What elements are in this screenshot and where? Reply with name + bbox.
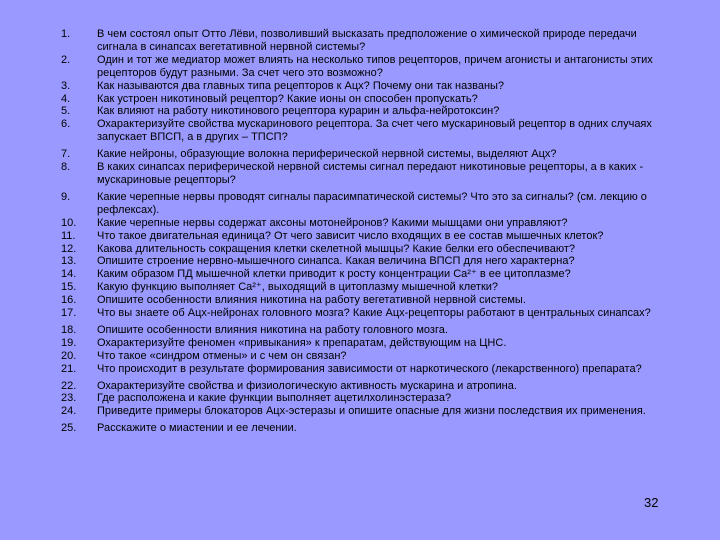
question-text: Как влияют на работу никотинового рецептора курарин и альфа-нейротоксин? (97, 105, 500, 118)
question-text: Охарактеризуйте свойства и физиологическую активность мускарина и атропина. (97, 379, 517, 392)
question-number: 21. (61, 362, 77, 375)
question-number: 4. (61, 92, 71, 105)
question-text: Какие черепные нервы содержат аксоны мотонейронов? Какими мышцами они управляют? (97, 216, 568, 229)
question-number: 15. (61, 281, 77, 294)
question-item (61, 337, 661, 350)
question-text: Какова длительность сокращения клетки скелетной мышцы? Какие белки его обеспечивают? (97, 242, 576, 255)
question-item (61, 307, 661, 320)
question-number: 20. (61, 349, 77, 362)
question-item (61, 80, 661, 93)
question-number: 23. (61, 392, 77, 405)
question-number: 11. (61, 229, 76, 242)
question-number: 10. (61, 216, 77, 229)
question-number: 3. (61, 79, 71, 92)
question-text: Какие нейроны, образующие волокна периферической нервной системы, выделяют Ацх? (97, 148, 557, 161)
question-text: Что происходит в результате формирования зависимости от наркотического (лекарственного) препарата? (97, 362, 642, 375)
question-number: 17. (61, 307, 77, 320)
question-item (61, 392, 661, 405)
question-text: Охарактеризуйте феномен «привыкания» к препаратам, действующим на ЦНС. (97, 336, 507, 349)
question-text: Один и тот же медиатор может влиять на несколько типов рецепторов, причем агонисты и антагонисты этих рецепторов будут разными. За счет чего это возможно? (97, 53, 653, 79)
question-text: Опишите особенности влияния никотина на работу головного мозга. (97, 323, 448, 336)
question-number: 19. (61, 336, 77, 349)
question-number: 6. (61, 118, 71, 131)
question-item (61, 217, 661, 230)
question-text: Опишите особенности влияния никотина на работу вегетативной нервной системы. (97, 294, 526, 307)
question-item (61, 324, 661, 337)
question-item (61, 148, 661, 161)
question-item (61, 243, 661, 256)
question-text: Что такое двигательная единица? От чего зависит число входящих в ее состав мышечных клеток? (97, 229, 604, 242)
question-item (61, 380, 661, 393)
question-item (61, 161, 661, 187)
question-number: 13. (61, 255, 77, 268)
question-text: Приведите примеры блокаторов Ацх-эстеразы и опишите опасные для жизни последствия их применения. (97, 405, 646, 418)
question-list (61, 28, 661, 435)
question-item (61, 350, 661, 363)
question-item (61, 405, 661, 418)
question-number: 16. (61, 294, 77, 307)
question-item (61, 422, 661, 435)
question-text: Как называются два главных типа рецепторов к Ацх? Почему они так названы? (97, 79, 505, 92)
question-item (61, 268, 661, 281)
question-text: Опишите строение нервно-мышечного синапса. Какая величина ВПСП для него характерна? (97, 255, 575, 268)
question-number: 18. (61, 323, 77, 336)
question-item (61, 28, 661, 54)
question-number: 12. (61, 242, 77, 255)
question-text: Какие черепные нервы проводят сигналы парасимпатической системы? Что это за сигналы? (см. лекцию о рефлексах). (97, 190, 647, 216)
question-item (61, 230, 661, 243)
question-number: 8. (61, 161, 71, 174)
question-number: 1. (61, 28, 71, 40)
question-text: Какую функцию выполняет Ca²⁺, выходящий в цитоплазму мышечной клетки? (97, 281, 499, 294)
question-text: Где расположена и какие функции выполняет ацетилхолинэстераза? (97, 392, 452, 405)
question-text: Как устроен никотиновый рецептор? Какие ионы он способен пропускать? (97, 92, 478, 105)
question-item (61, 118, 661, 144)
question-item (61, 105, 661, 118)
question-text: Что вы знаете об Ацх-нейронах головного мозга? Какие Ацх-рецепторы работают в центральных синапсах? (97, 307, 651, 320)
question-number: 22. (61, 379, 77, 392)
question-text: В чем состоял опыт Отто Лёви, позволивший высказать предположение о химической природе передачи сигнала в синапсах вегетативной нервной системы? (97, 28, 637, 53)
question-item (61, 93, 661, 106)
question-number: 14. (61, 268, 77, 281)
question-text: Расскажите о миастении и ее лечении. (97, 422, 297, 435)
question-item (61, 294, 661, 307)
question-text: Охарактеризуйте свойства мускаринового рецептора. За счет чего мускариновый рецептор в одних случаях запускает ВПСП, а в других – ТПСП? (97, 118, 652, 144)
question-item (61, 363, 661, 376)
question-item (61, 281, 661, 294)
question-number: 25. (61, 422, 77, 435)
question-text: Что такое «синдром отмены» и с чем он связан? (97, 349, 347, 362)
page-number: 32 (644, 495, 659, 510)
question-item (61, 191, 661, 217)
question-text: В каких синапсах периферической нервной системы сигнал передают никотиновые рецепторы, а в каких - мускариновые рецепторы? (97, 161, 644, 186)
question-number: 9. (61, 190, 71, 203)
question-number: 24. (61, 405, 77, 418)
question-item (61, 54, 661, 80)
question-item (61, 255, 661, 268)
question-number: 2. (61, 53, 71, 66)
question-text: Каким образом ПД мышечной клетки приводит к росту концентрации Ca²⁺ в ее цитоплазме? (97, 268, 571, 281)
question-number: 7. (61, 148, 71, 161)
question-number: 5. (61, 105, 71, 118)
